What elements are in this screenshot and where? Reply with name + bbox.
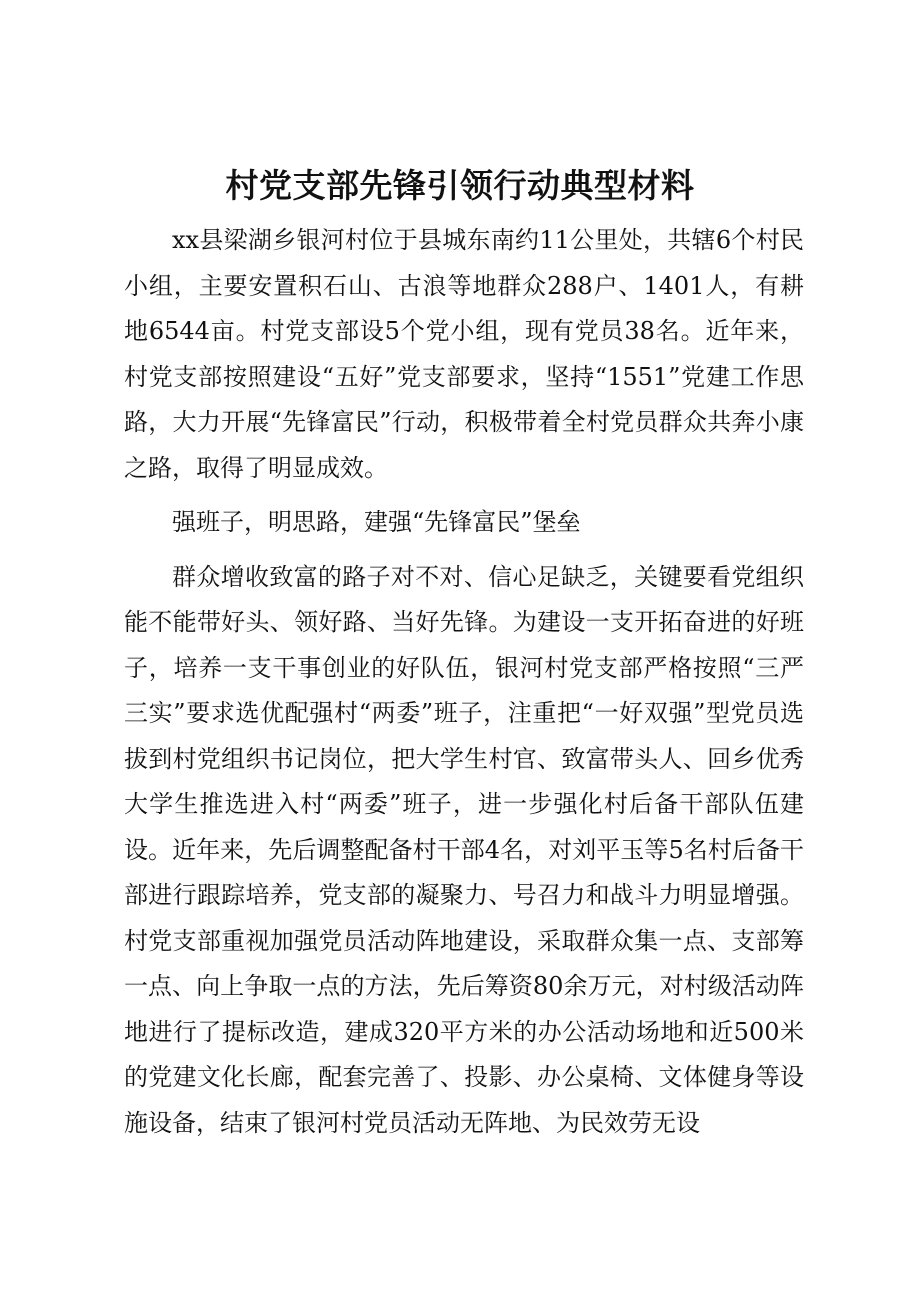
body-paragraph: 群众增收致富的路子对不对、信心足缺乏，关键要看党组织能不能带好头、领好路、当好先锋。为建设一支开拓奋进的好班子，培养一支干事创业的好队伍，银河村党支部严格按照“三严三实”要求选优配强村“两委”班子，注重把“一好双强”型党员选拔到村党组织书记岗位，把大学生村官、致富带头人、回乡优秀大学生推选进入村“两委”班子，进一步强化村后备干部队伍建设。近年来，先后调整配备村干部4名，对刘平玉等5名村后备干部进行跟踪培养，党支部的凝聚力、号召力和战斗力明显增强。村党支部重视加强党员活动阵地建设，采取群众集一点、支部筹一点、向上争取一点的方法，先后筹资80余万元，对村级活动阵地进行了提标改造，建成320平方米的办公活动场地和近500米的党建文化长廊，配套完善了、投影、办公桌椅、文体健身等设施设备，结束了银河村党员活动无阵地、为民效劳无设 [124,562,804,1137]
document-title: 村党支部先锋引领行动典型材料 [225,166,695,205]
document-body [124,218,804,1155]
intro-paragraph: xx县梁湖乡银河村位于县城东南约11公里处，共辖6个村民小组，主要安置积石山、古浪等地群众288户、1401人，有耕地6544亩。村党支部设5个党小组，现有党员38名。近年来，村党支部按照建设“五好”党支部要求，坚持“1551”党建工作思路，大力开展“先锋富民”行动，积极带着全村党员群众共奔小康之路，取得了明显成效。 [124,226,804,482]
section-heading: 强班子，明思路，建强“先锋富民”堡垒 [172,508,581,536]
